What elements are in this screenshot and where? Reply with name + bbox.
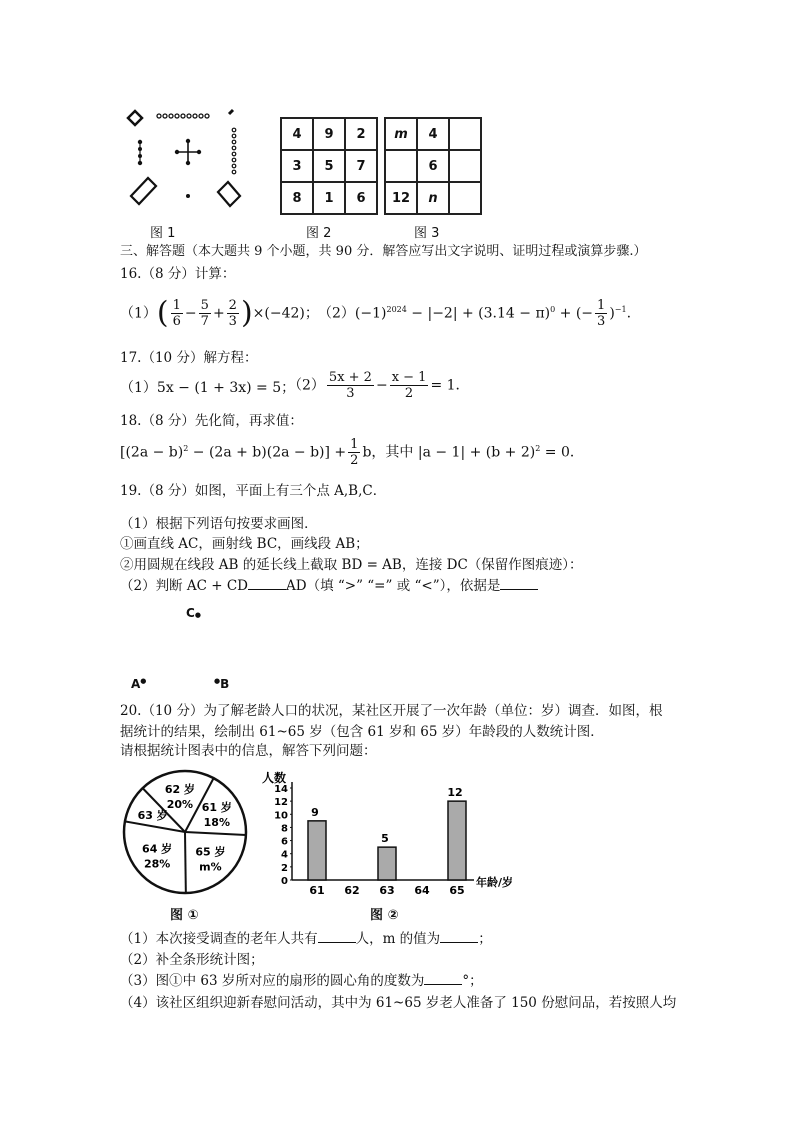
fraction: $\frac{x - 1}{2}$ — [391, 370, 427, 401]
question-18-stem: 18.（8 分）先化简，再求值： — [120, 413, 303, 429]
point-b: ●B — [214, 677, 230, 691]
bar — [378, 847, 396, 880]
grid3-cell — [449, 118, 481, 150]
bar-data-label: 12 — [447, 786, 463, 800]
pie-slice-value: 28% — [143, 857, 171, 871]
question-20-line-2: 据统计的结果，绘制出 61~65 岁（包含 61 岁和 65 岁）年龄段的人数统计图． — [120, 724, 604, 740]
grid3-cell: n — [417, 182, 449, 214]
question-19-line-3: ②用圆规在线段 AB 的延长线上截取 BD = AB，连接 DC（保留作图痕迹）： — [120, 557, 583, 573]
bar-data-label: 5 — [381, 832, 389, 846]
pie-slice-label: 64 岁 — [142, 842, 173, 856]
answer-blank[interactable] — [440, 930, 478, 943]
grid3-cell: 4 — [417, 118, 449, 150]
fraction: $\frac{1}{3}$ — [597, 298, 606, 329]
magic-square-grid-3 — [384, 117, 482, 215]
grid2-cell: 8 — [281, 182, 313, 214]
y-tick-label: 12 — [274, 797, 288, 809]
y-tick-label: 10 — [274, 810, 288, 822]
fraction: $\frac{5}{7}$ — [200, 298, 209, 329]
y-tick-label: 0 — [281, 876, 288, 887]
bar-data-label: 9 — [311, 805, 319, 819]
fraction: $\frac{1}{6}$ — [172, 298, 181, 329]
pie-chart-caption: 图 ① — [170, 908, 199, 923]
question-16-part-2: $(2)(-1)^{2024} - |-2| + (3.14 - \pi)^0$ + (− $\frac{1}{3}$ )$^{-1}$. — [318, 298, 632, 329]
x-tick-label: 63 — [379, 884, 395, 897]
question-18-expression: $[(2a - b)^2 - (2a + b)(2a - b)]$ + $\frac{1}{2}$ b，其中 $|a - 1| + (b + 2)^2 = 0$． — [120, 437, 584, 468]
figure-1-caption: 图 1 — [150, 226, 176, 241]
y-tick-label: 4 — [281, 849, 288, 861]
y-tick-label: 2 — [281, 862, 288, 874]
grid2-cell: 5 — [313, 150, 345, 182]
pie-slice-boundary — [185, 832, 186, 893]
grid2-cell: 6 — [345, 182, 377, 214]
grid3-cell — [449, 150, 481, 182]
section-header: 三、解答题（本大题共 9 个小题，共 90 分．解答应写出文字说明、证明过程或演算步骤.） — [120, 244, 647, 259]
bar — [448, 801, 466, 880]
y-axis-label: 人数 — [262, 771, 287, 785]
pie-chart — [120, 768, 250, 898]
grid2-cell: 3 — [281, 150, 313, 182]
question-20-line-1: 20.（10 分）为了解老龄人口的状况，某社区开展了一次年龄（单位：岁）调查．如图，根 — [120, 703, 663, 719]
pie-slice-label: 65 岁 — [195, 845, 226, 859]
answer-blank[interactable] — [248, 577, 286, 590]
point-a: A● — [131, 677, 147, 691]
question-19-line-1: （1）根据下列语句按要求画图． — [120, 516, 318, 532]
pie-slice-value: 18% — [203, 815, 230, 829]
figure-3-caption: 图 3 — [414, 226, 440, 241]
grid3-cell — [449, 182, 481, 214]
question-20-part-3: （3）图①中 63 岁所对应的扇形的圆心角的度数为 °； — [120, 973, 483, 989]
grid3-cell — [385, 150, 417, 182]
y-tick-label: 14 — [274, 784, 288, 795]
question-17-part-1: （1）5x − (1 + 3x) = 5； — [120, 380, 296, 396]
question-19-line-2: ①画直线 AC，画射线 BC，画线段 AB； — [120, 536, 369, 552]
answer-blank[interactable] — [424, 972, 462, 985]
grid2-cell: 1 — [313, 182, 345, 214]
question-16-stem: 16.（8 分）计算： — [120, 266, 236, 282]
question-17-part-2: （2） $\frac{5x + 2}{3}$ − $\frac{x - 1}{2}$ = 1． — [288, 370, 470, 401]
pie-slice-label: 61 岁 — [201, 800, 232, 814]
x-tick-label: 62 — [344, 884, 360, 897]
grid3-cell: 12 — [385, 182, 417, 214]
fraction: $\frac{1}{2}$ — [350, 437, 359, 468]
fraction: $\frac{2}{3}$ — [228, 298, 237, 329]
question-19-line-4: （2）判断 AC + CD AD（填 “>” “=” 或 “<”），依据是 — [120, 577, 538, 595]
answer-blank[interactable] — [500, 577, 538, 590]
pie-slice-value: m% — [199, 860, 222, 874]
magic-square-grid-2 — [280, 117, 378, 215]
bar-chart-caption: 图 ② — [370, 908, 399, 923]
x-axis-label: 年龄/岁 — [476, 876, 514, 889]
grid3-cell: 6 — [417, 150, 449, 182]
grid2-cell: 2 — [345, 118, 377, 150]
bar-chart — [262, 768, 524, 898]
question-20-line-3: 请根据统计图表中的信息，解答下列问题： — [120, 743, 377, 759]
figure-1-dots — [126, 108, 244, 210]
grid2-cell: 4 — [281, 118, 313, 150]
figure-2-caption: 图 2 — [306, 226, 332, 241]
answer-blank[interactable] — [318, 930, 356, 943]
bar — [308, 821, 326, 880]
y-tick-label: 6 — [281, 836, 288, 848]
question-20-part-1: （1）本次接受调查的老年人共有 人，m 的值为 ； — [120, 931, 492, 947]
x-tick-label: 65 — [449, 884, 465, 897]
part-label: （1） — [120, 305, 157, 322]
pie-slice-label: 62 岁 — [164, 782, 195, 796]
question-16-part-1: （1）( $\frac{1}{6}$ − $\frac{5}{7}$ + $\frac{2}{3}$ )×(−42)； — [120, 295, 319, 331]
pie-slice-value: 20% — [166, 797, 194, 811]
part-label: （2） — [318, 305, 355, 322]
grid2-cell: 7 — [345, 150, 377, 182]
grid3-cell: m — [385, 118, 417, 150]
question-20-part-2: （2）补全条形统计图； — [120, 952, 264, 968]
x-tick-label: 64 — [414, 884, 430, 897]
question-17-stem: 17.（10 分）解方程： — [120, 350, 258, 366]
x-tick-label: 61 — [309, 884, 325, 897]
question-19-stem: 19.（8 分）如图，平面上有三个点 A,B,C． — [120, 483, 387, 499]
fraction: $\frac{5x + 2}{3}$ — [328, 370, 372, 401]
question-20-part-4: （4）该社区组织迎新春慰问活动，其中为 61~65 岁老人准备了 150 份慰问品，若按照人均 — [120, 995, 677, 1011]
y-tick-label: 8 — [281, 823, 288, 835]
pie-slice-label: 63 岁 — [137, 808, 168, 822]
grid2-cell: 9 — [313, 118, 345, 150]
point-c: C● — [186, 606, 201, 620]
